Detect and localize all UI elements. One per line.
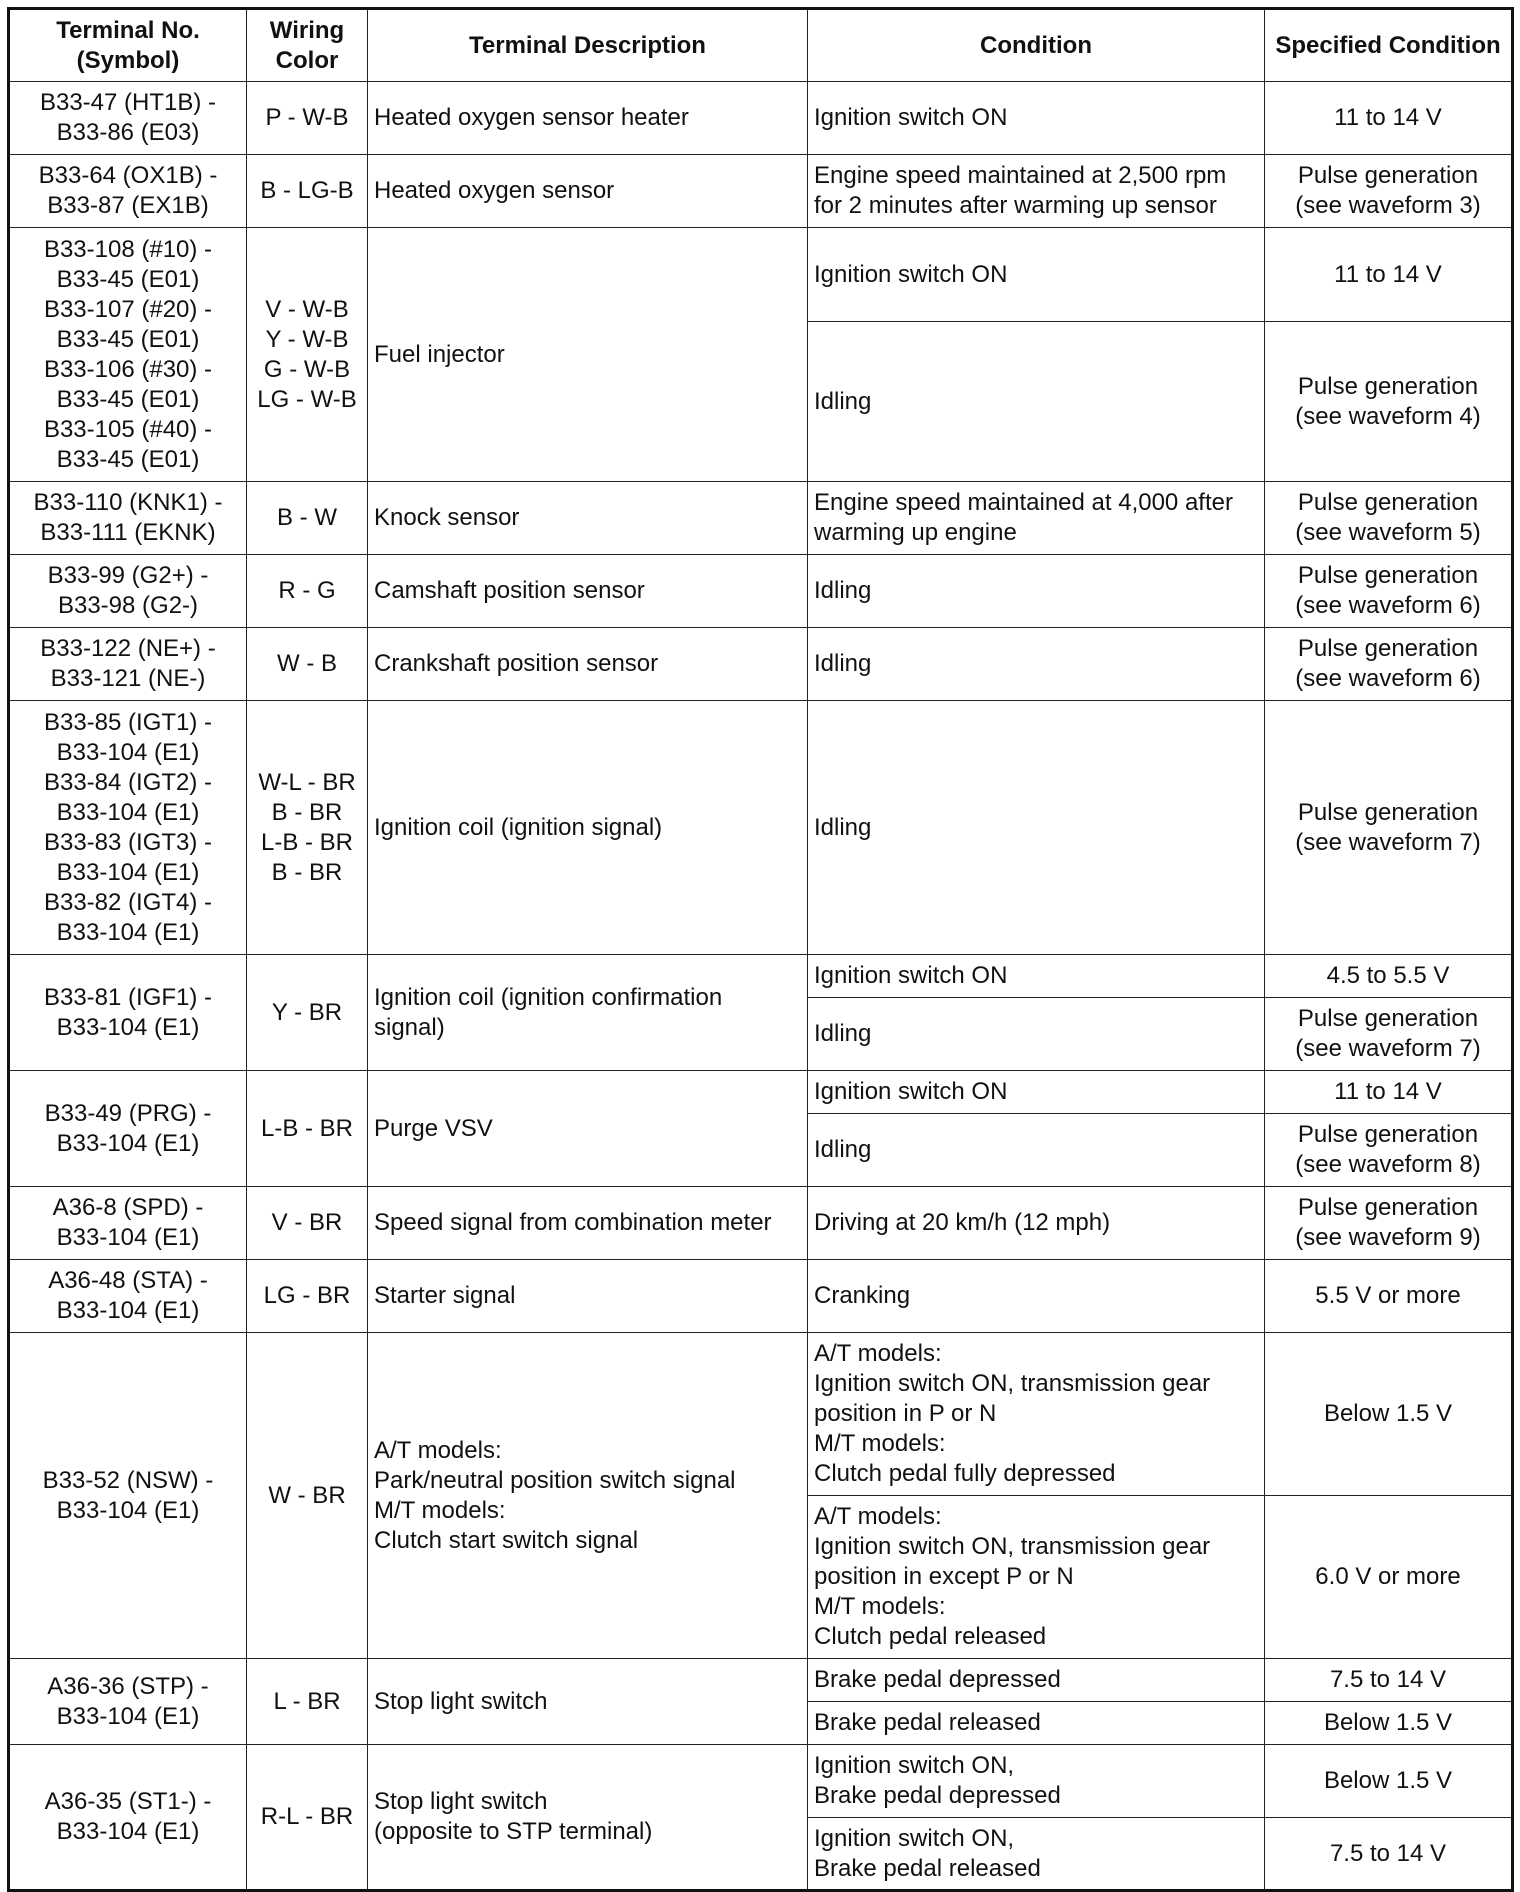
description-cell: Camshaft position sensor <box>368 555 808 628</box>
description-cell: Ignition coil (ignition signal) <box>368 701 808 955</box>
condition-cell: Idling <box>808 322 1265 482</box>
terminal-cell: B33-122 (NE+) - B33-121 (NE-) <box>9 628 247 701</box>
description-cell: Stop light switch <box>368 1659 808 1745</box>
wiring-color-cell: B - W <box>247 482 368 555</box>
specified-condition-cell: 11 to 14 V <box>1265 82 1513 155</box>
wiring-color-cell: W-L - BR B - BR L-B - BR B - BR <box>247 701 368 955</box>
table-row <box>9 1071 1513 1114</box>
specified-condition-cell: 6.0 V or more <box>1265 1496 1513 1659</box>
condition-cell: Driving at 20 km/h (12 mph) <box>808 1187 1265 1260</box>
specified-condition-cell: 11 to 14 V <box>1265 1071 1513 1114</box>
terminal-cell: B33-81 (IGF1) - B33-104 (E1) <box>9 955 247 1071</box>
description-cell: Crankshaft position sensor <box>368 628 808 701</box>
table-row <box>9 701 1513 955</box>
table-row <box>9 155 1513 228</box>
condition-cell: Ignition switch ON <box>808 1071 1265 1114</box>
wiring-color-cell: L-B - BR <box>247 1071 368 1187</box>
condition-cell: A/T models: Ignition switch ON, transmission gear position in P or N M/T models: Clutch pedal fully depressed <box>808 1333 1265 1496</box>
terminal-cell: B33-110 (KNK1) - B33-111 (EKNK) <box>9 482 247 555</box>
terminal-cell: B33-64 (OX1B) - B33-87 (EX1B) <box>9 155 247 228</box>
wiring-color-cell: L - BR <box>247 1659 368 1745</box>
specified-condition-cell: 7.5 to 14 V <box>1265 1659 1513 1702</box>
specified-condition-cell: Pulse generation (see waveform 8) <box>1265 1114 1513 1187</box>
description-cell: Stop light switch (opposite to STP terminal) <box>368 1745 808 1891</box>
specified-condition-cell: Pulse generation (see waveform 6) <box>1265 628 1513 701</box>
terminal-cell: A36-8 (SPD) - B33-104 (E1) <box>9 1187 247 1260</box>
terminal-cell: B33-47 (HT1B) - B33-86 (E03) <box>9 82 247 155</box>
condition-cell: Ignition switch ON <box>808 82 1265 155</box>
table-row <box>9 228 1513 322</box>
description-cell: Heated oxygen sensor <box>368 155 808 228</box>
wiring-color-cell: W - B <box>247 628 368 701</box>
wiring-color-cell: V - BR <box>247 1187 368 1260</box>
description-cell: Knock sensor <box>368 482 808 555</box>
specified-condition-cell: Pulse generation (see waveform 3) <box>1265 155 1513 228</box>
condition-cell: Idling <box>808 998 1265 1071</box>
specified-condition-cell: Pulse generation (see waveform 6) <box>1265 555 1513 628</box>
description-cell: Ignition coil (ignition confirmation signal) <box>368 955 808 1071</box>
specified-condition-cell: 7.5 to 14 V <box>1265 1818 1513 1891</box>
header-wiring-color: Wiring Color <box>247 9 368 82</box>
condition-cell: A/T models: Ignition switch ON, transmission gear position in except P or N M/T models: Clutch pedal released <box>808 1496 1265 1659</box>
terminal-cell: B33-99 (G2+) - B33-98 (G2-) <box>9 555 247 628</box>
description-cell: Fuel injector <box>368 228 808 482</box>
table-row <box>9 482 1513 555</box>
specified-condition-cell: 4.5 to 5.5 V <box>1265 955 1513 998</box>
table-row <box>9 1187 1513 1260</box>
description-cell: Heated oxygen sensor heater <box>368 82 808 155</box>
table-row <box>9 1260 1513 1333</box>
terminal-cell: A36-48 (STA) - B33-104 (E1) <box>9 1260 247 1333</box>
terminal-cell: B33-52 (NSW) - B33-104 (E1) <box>9 1333 247 1659</box>
condition-cell: Idling <box>808 701 1265 955</box>
wiring-color-cell: W - BR <box>247 1333 368 1659</box>
specified-condition-cell: 11 to 14 V <box>1265 228 1513 322</box>
header-condition: Condition <box>808 9 1265 82</box>
specified-condition-cell: Pulse generation (see waveform 7) <box>1265 998 1513 1071</box>
description-cell: Purge VSV <box>368 1071 808 1187</box>
terminal-cell: B33-49 (PRG) - B33-104 (E1) <box>9 1071 247 1187</box>
condition-cell: Ignition switch ON <box>808 955 1265 998</box>
wiring-color-cell: R - G <box>247 555 368 628</box>
condition-cell: Engine speed maintained at 2,500 rpm for 2 minutes after warming up sensor <box>808 155 1265 228</box>
condition-cell: Ignition switch ON, Brake pedal depressed <box>808 1745 1265 1818</box>
specified-condition-cell: Pulse generation (see waveform 5) <box>1265 482 1513 555</box>
specified-condition-cell: Pulse generation (see waveform 9) <box>1265 1187 1513 1260</box>
header-terminal-description: Terminal Description <box>368 9 808 82</box>
table-row <box>9 1745 1513 1818</box>
condition-cell: Idling <box>808 555 1265 628</box>
condition-cell: Brake pedal depressed <box>808 1659 1265 1702</box>
condition-cell: Brake pedal released <box>808 1702 1265 1745</box>
header-row <box>9 9 1513 82</box>
table-row <box>9 1659 1513 1702</box>
description-cell: Starter signal <box>368 1260 808 1333</box>
terminal-inspection-table <box>7 7 1514 1892</box>
table-row <box>9 628 1513 701</box>
condition-cell: Idling <box>808 628 1265 701</box>
description-cell: A/T models: Park/neutral position switch signal M/T models: Clutch start switch signal <box>368 1333 808 1659</box>
condition-cell: Ignition switch ON, Brake pedal released <box>808 1818 1265 1891</box>
description-cell: Speed signal from combination meter <box>368 1187 808 1260</box>
condition-cell: Ignition switch ON <box>808 228 1265 322</box>
wiring-color-cell: R-L - BR <box>247 1745 368 1891</box>
specified-condition-cell: Below 1.5 V <box>1265 1702 1513 1745</box>
wiring-color-cell: V - W-B Y - W-B G - W-B LG - W-B <box>247 228 368 482</box>
header-terminal: Terminal No. (Symbol) <box>9 9 247 82</box>
terminal-cell: B33-108 (#10) - B33-45 (E01) B33-107 (#20) - B33-45 (E01) B33-106 (#30) - B33-45 (E01) B33-105 (#40) - B33-45 (E01) <box>9 228 247 482</box>
condition-cell: Cranking <box>808 1260 1265 1333</box>
wiring-color-cell: B - LG-B <box>247 155 368 228</box>
condition-cell: Engine speed maintained at 4,000 after warming up engine <box>808 482 1265 555</box>
header-specified-condition: Specified Condition <box>1265 9 1513 82</box>
terminal-cell: A36-35 (ST1-) - B33-104 (E1) <box>9 1745 247 1891</box>
specified-condition-cell: 5.5 V or more <box>1265 1260 1513 1333</box>
specified-condition-cell: Below 1.5 V <box>1265 1333 1513 1496</box>
table-row <box>9 1333 1513 1496</box>
wiring-color-cell: Y - BR <box>247 955 368 1071</box>
table-row <box>9 555 1513 628</box>
table-row <box>9 955 1513 998</box>
specified-condition-cell: Below 1.5 V <box>1265 1745 1513 1818</box>
terminal-cell: A36-36 (STP) - B33-104 (E1) <box>9 1659 247 1745</box>
wiring-color-cell: LG - BR <box>247 1260 368 1333</box>
condition-cell: Idling <box>808 1114 1265 1187</box>
specified-condition-cell: Pulse generation (see waveform 7) <box>1265 701 1513 955</box>
specified-condition-cell: Pulse generation (see waveform 4) <box>1265 322 1513 482</box>
wiring-color-cell: P - W-B <box>247 82 368 155</box>
terminal-cell: B33-85 (IGT1) - B33-104 (E1) B33-84 (IGT2) - B33-104 (E1) B33-83 (IGT3) - B33-104 (E1) B33-82 (IGT4) - B33-104 (E1) <box>9 701 247 955</box>
table-row <box>9 82 1513 155</box>
